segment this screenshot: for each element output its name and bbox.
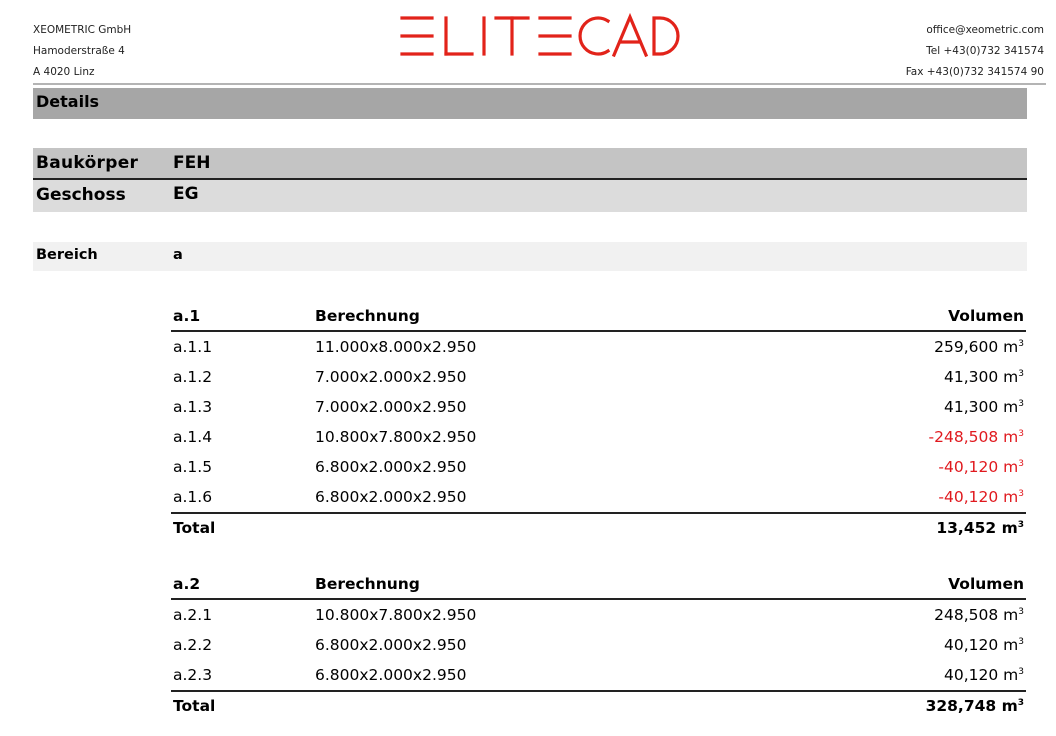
row-volume: 41,300 $m^3$ xyxy=(944,398,1024,416)
row-id: a.2.3 xyxy=(173,666,213,684)
header-divider xyxy=(33,83,1046,85)
row-volume: 41,300 $m^3$ xyxy=(944,368,1024,386)
row-volume: 40,120 $m^3$ xyxy=(944,666,1024,684)
bereich-label: Bereich xyxy=(36,247,98,263)
bereich-row xyxy=(33,242,1027,271)
row-calc: 11.000x8.000x2.950 xyxy=(315,338,477,356)
table-row xyxy=(171,331,1026,362)
row-calc: 7.000x2.000x2.950 xyxy=(315,368,467,386)
table-row xyxy=(171,422,1026,452)
row-id: a.1.1 xyxy=(173,338,213,356)
row-id: a.1.2 xyxy=(173,368,213,386)
section-title-bar xyxy=(33,88,1027,119)
company-city: A 4020 Linz xyxy=(33,66,95,78)
total-value: 13,452 $m^3$ xyxy=(758,513,1026,542)
contact-email: office@xeometric.com xyxy=(926,24,1044,36)
row-id: a.1.5 xyxy=(173,458,213,476)
row-calc: 10.800x7.800x2.950 xyxy=(315,606,477,624)
row-volume: -248,508 $m^3$ xyxy=(928,428,1024,446)
row-calc: 6.800x2.000x2.950 xyxy=(315,666,467,684)
row-volume: 259,600 $m^3$ xyxy=(934,338,1024,356)
row-volume: -40,120 $m^3$ xyxy=(938,458,1024,476)
table-row xyxy=(171,630,1026,660)
row-id: a.2.2 xyxy=(173,636,213,654)
table-row xyxy=(171,599,1026,630)
company-street: Hamoderstraße 4 xyxy=(33,45,125,57)
row-volume: 40,120 $m^3$ xyxy=(944,636,1024,654)
table-total-row xyxy=(171,513,1026,542)
calc-table-a1 xyxy=(171,302,1026,542)
geschoss-row xyxy=(33,180,1027,212)
table-row xyxy=(171,362,1026,392)
table-row xyxy=(171,482,1026,513)
row-id: a.1.3 xyxy=(173,398,213,416)
col-volumen: Volumen xyxy=(758,302,1026,331)
row-id: a.1.4 xyxy=(173,428,213,446)
calc-table-a2 xyxy=(171,570,1026,720)
col-berechnung: Berechnung xyxy=(313,570,753,599)
total-value: 328,748 $m^3$ xyxy=(753,691,1026,720)
baukoerper-label: Baukörper xyxy=(36,153,139,173)
table-row xyxy=(171,392,1026,422)
table-total-row xyxy=(171,691,1026,720)
baukoerper-row xyxy=(33,148,1027,178)
baukoerper-value: FEH xyxy=(173,153,211,173)
bereich-value: a xyxy=(173,247,183,263)
row-volume: 248,508 $m^3$ xyxy=(934,606,1024,624)
row-calc: 10.800x7.800x2.950 xyxy=(315,428,477,446)
table-group-id: a.1 xyxy=(171,302,313,331)
table-row xyxy=(171,452,1026,482)
company-name: XEOMETRIC GmbH xyxy=(33,24,132,36)
row-calc: 6.800x2.000x2.950 xyxy=(315,458,467,476)
row-calc: 7.000x2.000x2.950 xyxy=(315,398,467,416)
row-calc: 6.800x2.000x2.950 xyxy=(315,636,467,654)
total-label: Total xyxy=(171,513,313,542)
company-address xyxy=(33,20,131,83)
section-title: Details xyxy=(36,92,100,111)
geschoss-value: EG xyxy=(173,184,199,204)
table-group-id: a.2 xyxy=(171,570,313,599)
col-volumen: Volumen xyxy=(753,570,1026,599)
row-calc: 6.800x2.000x2.950 xyxy=(315,488,467,506)
row-id: a.2.1 xyxy=(173,606,213,624)
geschoss-label: Geschoss xyxy=(36,185,126,205)
table-row xyxy=(171,660,1026,691)
row-volume: -40,120 $m^3$ xyxy=(938,488,1024,506)
contact-phone: Tel +43(0)732 341574 xyxy=(926,45,1044,57)
row-id: a.1.6 xyxy=(173,488,213,506)
contact-fax: Fax +43(0)732 341574 90 xyxy=(905,66,1044,78)
col-berechnung: Berechnung xyxy=(313,302,758,331)
company-contact xyxy=(906,20,1044,83)
table-header xyxy=(171,570,1026,599)
total-label: Total xyxy=(171,691,313,720)
elitecad-logo xyxy=(398,10,680,62)
table-header xyxy=(171,302,1026,331)
